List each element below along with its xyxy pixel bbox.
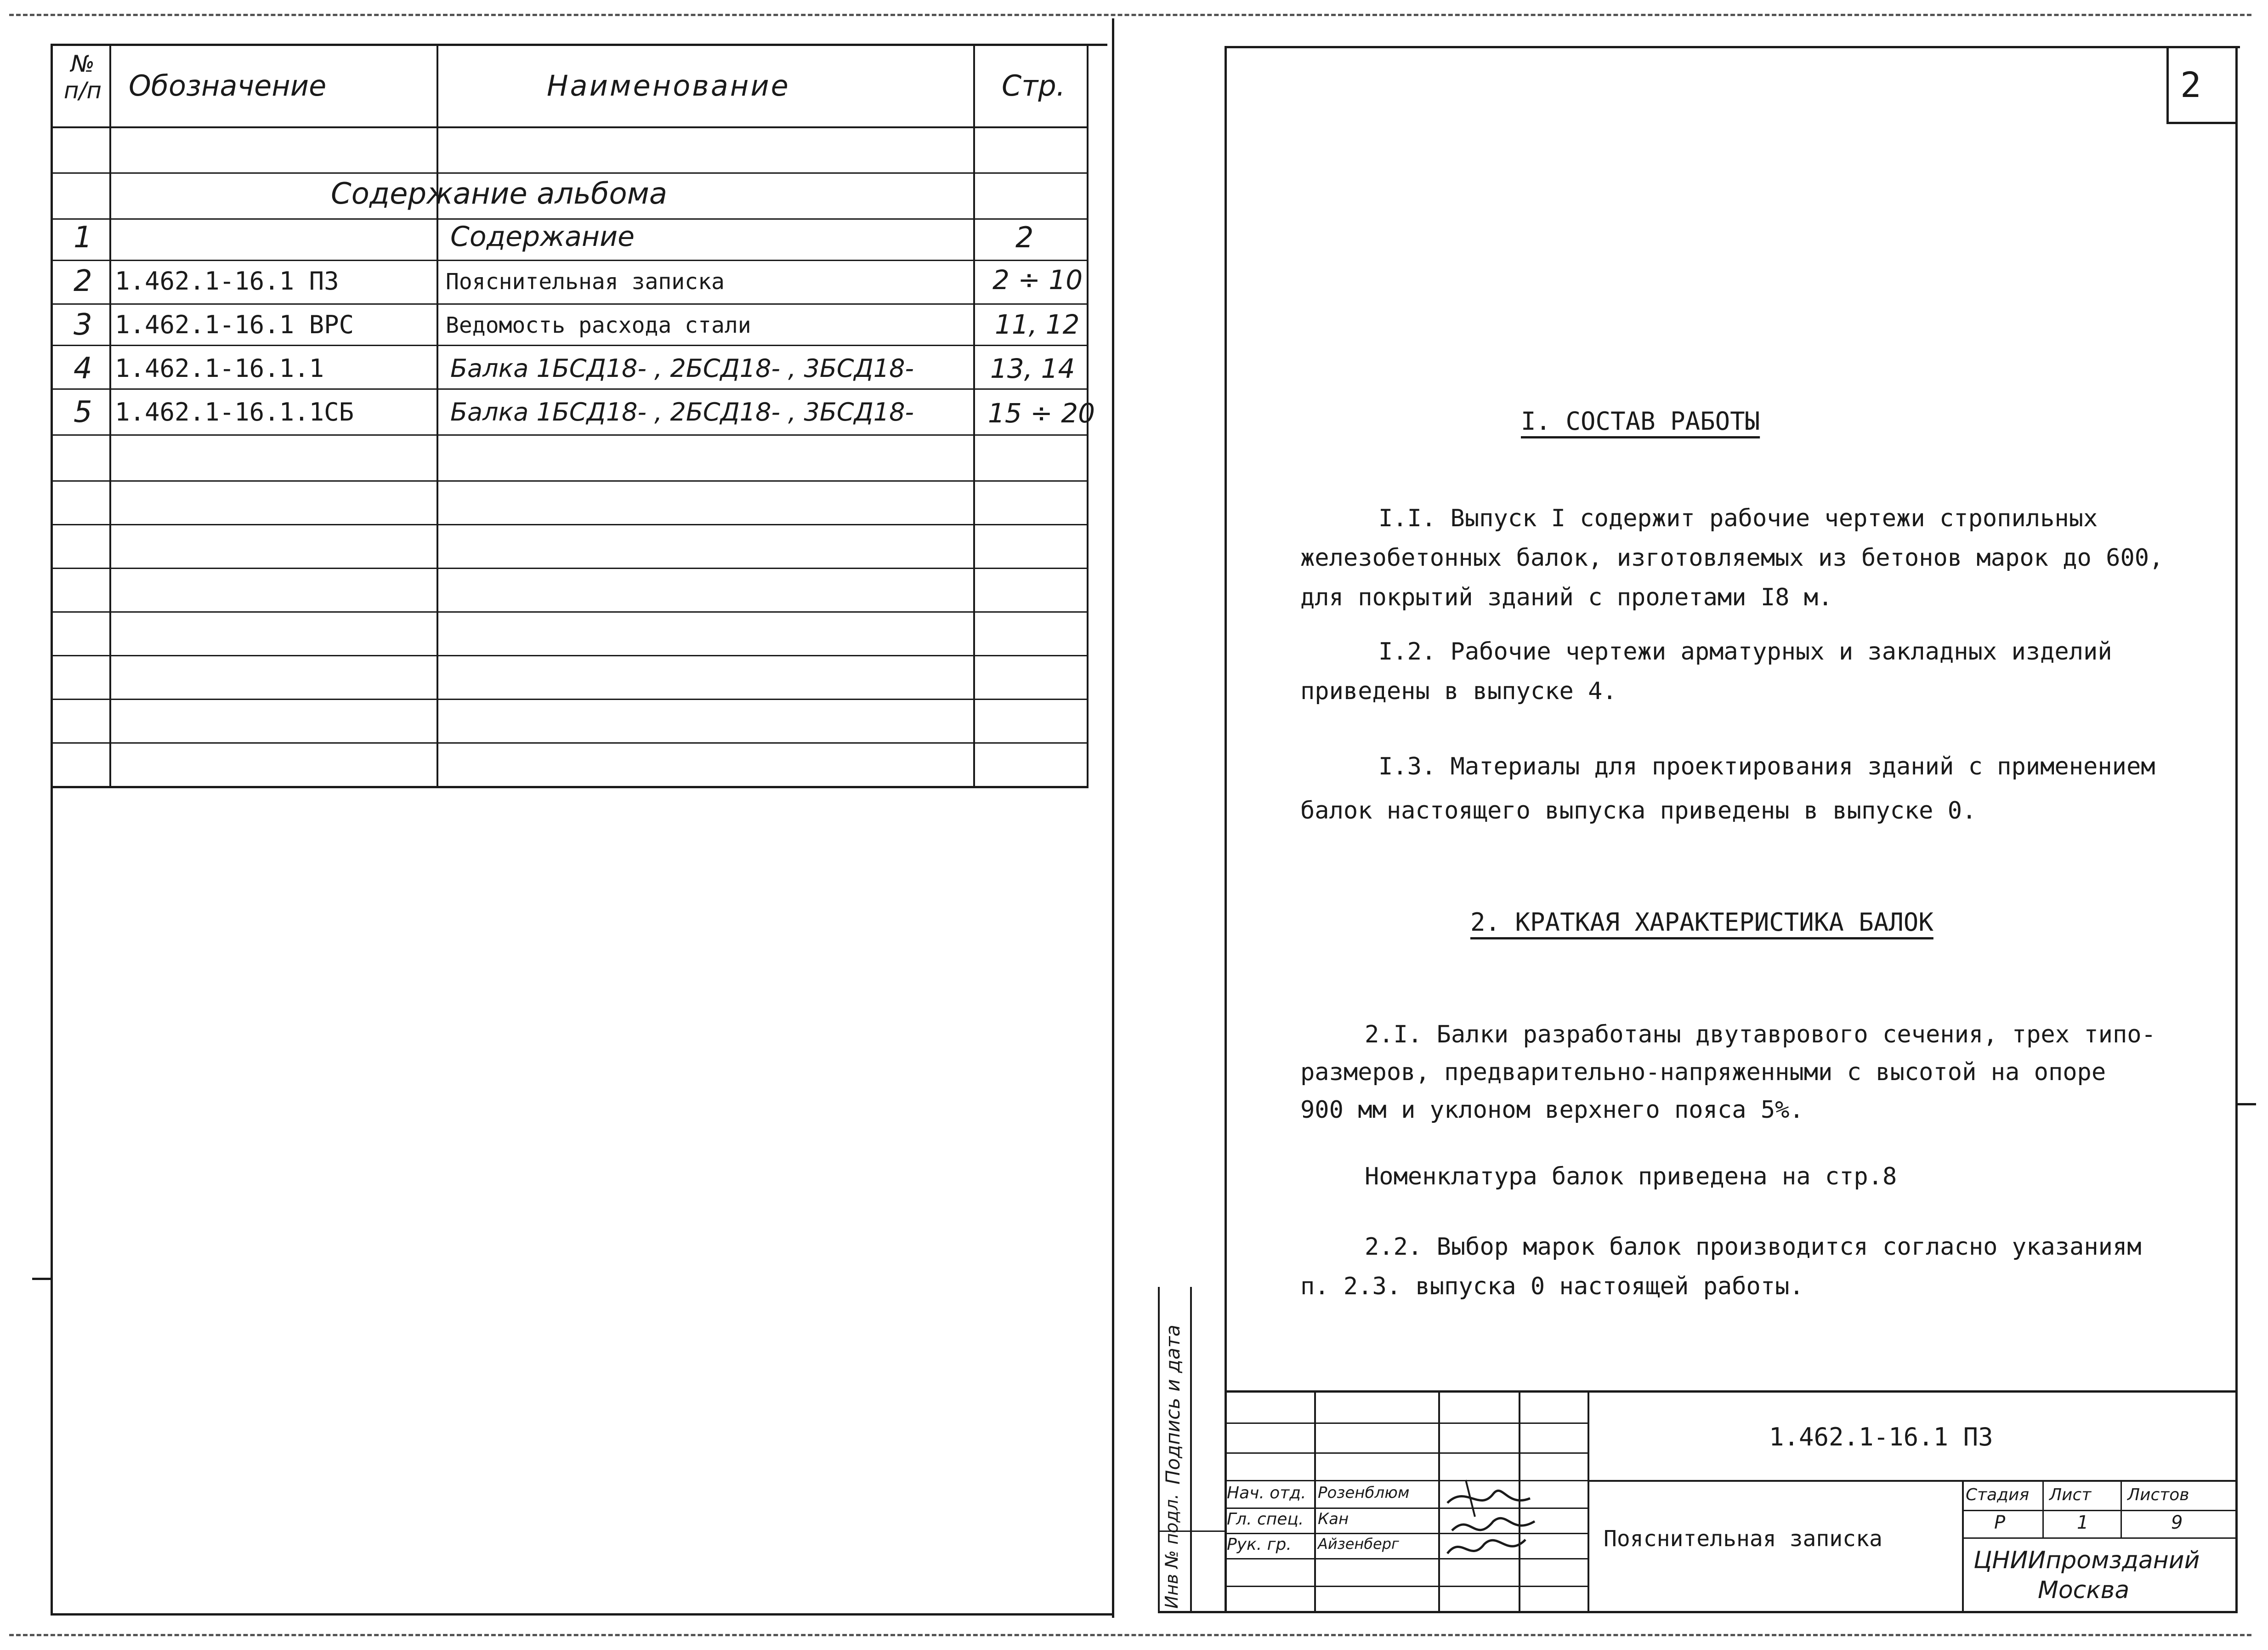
paragraph-1-3 xyxy=(1300,745,2155,833)
row-name: Пояснительная записка xyxy=(446,269,725,295)
stage-value: Р xyxy=(1994,1512,2006,1533)
row-num: 1 xyxy=(74,221,92,255)
paragraph-1-1 xyxy=(1300,499,2163,617)
scan-edge-bottom xyxy=(9,1634,2251,1636)
org-city: Москва xyxy=(2038,1576,2130,1604)
p11-line3: для покрытий зданий с пролетами I8 м. xyxy=(1300,584,1833,611)
row-name: Содержание xyxy=(450,221,635,253)
sheets-label: Листов xyxy=(2127,1485,2189,1504)
p13-line1: I.3. Материалы для проектирования зданий с применением xyxy=(1378,753,2155,780)
p12-line2: приведены в выпуске 4. xyxy=(1300,677,1617,705)
row-page: 15 ÷ 20 xyxy=(988,398,1095,429)
name-head: Розенблюм xyxy=(1318,1484,1410,1502)
margin-tick-left xyxy=(32,1278,51,1280)
stage-label: Стадия xyxy=(1966,1485,2030,1504)
row-designation: 1.462.1-16.1.1 xyxy=(115,354,324,383)
row-designation: 1.462.1-16.1 ПЗ xyxy=(115,267,339,296)
row-page: 2 ÷ 10 xyxy=(992,264,1083,296)
role-group: Рук. гр. xyxy=(1227,1535,1292,1554)
name-chief: Кан xyxy=(1318,1510,1349,1528)
p13-line2: балок настоящего выпуска приведены в выпуске 0. xyxy=(1300,797,1977,825)
stamp-title: Пояснительная записка xyxy=(1604,1526,1882,1552)
p21-line3: 900 мм и уклоном верхнего пояса 5%. xyxy=(1300,1096,1804,1124)
p12-line1: I.2. Рабочие чертежи арматурных и закладных изделий xyxy=(1378,638,2112,666)
row-designation: 1.462.1-16.1.1СБ xyxy=(115,398,354,427)
p22-line2: п. 2.3. выпуска 0 настоящей работы. xyxy=(1300,1273,1804,1300)
p22-line1: 2.2. Выбор марок балок производится согласно указаниям xyxy=(1365,1233,2142,1261)
sheet-number: 2 xyxy=(2180,64,2201,105)
sheet-label: Лист xyxy=(2049,1485,2092,1504)
paragraph-1-2 xyxy=(1300,632,2112,711)
row-num: 5 xyxy=(74,395,92,429)
side-inv: Инв № подл. xyxy=(1162,1493,1182,1609)
signatures-image xyxy=(1438,1466,1539,1567)
row-page: 11, 12 xyxy=(995,309,1080,340)
header-num: № п/п xyxy=(63,51,102,104)
org-name: ЦНИИпромзданий xyxy=(1973,1547,2200,1574)
row-num: 2 xyxy=(74,264,92,298)
p21-line1: 2.I. Балки разработаны двутаврового сечения, трех типо- xyxy=(1365,1021,2156,1048)
sheet-value: 1 xyxy=(2077,1512,2089,1533)
row-name: Ведомость расхода стали xyxy=(446,313,751,338)
header-designation: Обозначение xyxy=(129,69,327,102)
section-title: Содержание альбома xyxy=(331,177,668,211)
section1-title: I. СОСТАВ РАБОТЫ xyxy=(1521,407,1760,436)
row-page: 13, 14 xyxy=(990,353,1075,384)
row-name: Балка 1БСД18- , 2БСД18- , 3БСД18- xyxy=(450,398,914,427)
row-num: 4 xyxy=(74,352,92,386)
name-group: Айзенберг xyxy=(1318,1535,1399,1553)
margin-tick-right xyxy=(2238,1103,2256,1105)
row-designation: 1.462.1-16.1 ВРС xyxy=(115,310,354,339)
p21-line2: размеров, предварительно-напряженными с высотой на опоре xyxy=(1300,1058,2106,1086)
header-name: Наименование xyxy=(547,69,790,102)
row-name: Балка 1БСД18- , 2БСД18- , 3БСД18- xyxy=(450,354,914,383)
row-page: 2 xyxy=(1015,221,1034,254)
paragraph-2-1b: Номенклатура балок приведена на стр.8 xyxy=(1365,1163,1897,1190)
paragraph-2-1 xyxy=(1300,1016,2156,1129)
paragraph-2-2 xyxy=(1300,1227,2142,1306)
p11-line2: железобетонных балок, изготовляемых из бетонов марок до 600, xyxy=(1300,544,2164,572)
p11-line1: I.I. Выпуск I содержит рабочие чертежи стропильных xyxy=(1378,505,2098,532)
stamp-code: 1.462.1-16.1 ПЗ xyxy=(1769,1422,1993,1451)
sheets-value: 9 xyxy=(2171,1512,2183,1533)
scan-edge-top xyxy=(9,14,2251,16)
header-page: Стр. xyxy=(1002,69,1066,102)
row-num: 3 xyxy=(74,308,92,342)
role-head: Нач. отд. xyxy=(1227,1484,1306,1502)
side-sign-date: Подпись и дата xyxy=(1162,1325,1184,1485)
section2-title: 2. КРАТКАЯ ХАРАКТЕРИСТИКА БАЛОК xyxy=(1470,908,1933,937)
role-chief: Гл. спец. xyxy=(1227,1510,1304,1529)
